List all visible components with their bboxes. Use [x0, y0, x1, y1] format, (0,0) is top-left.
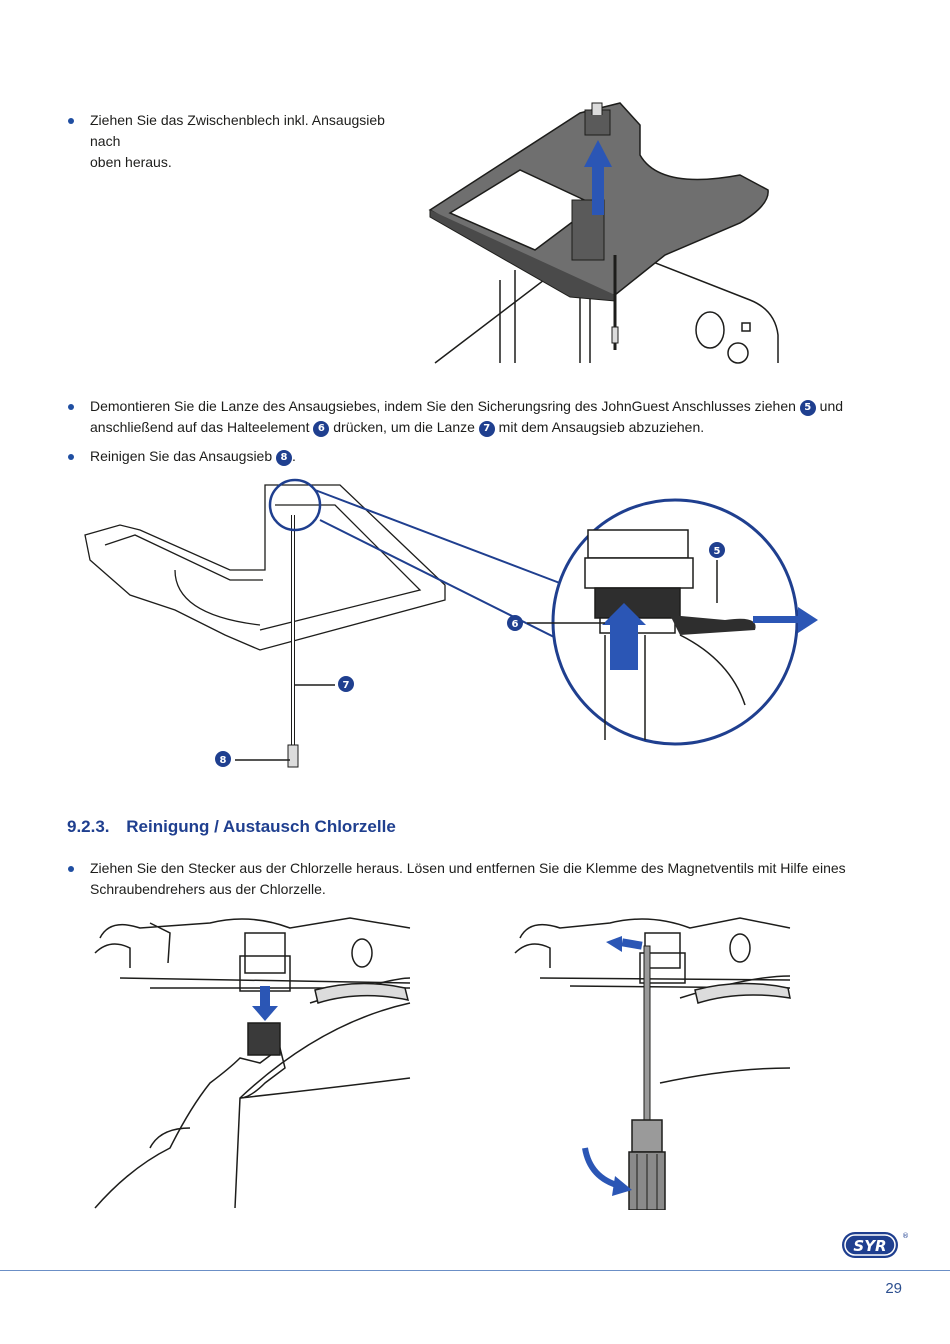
heading-number: 9.2.3. [67, 817, 110, 836]
text: . [292, 448, 296, 464]
figure-plate-removal [420, 95, 800, 365]
text: und [819, 398, 844, 414]
callout-badge: 7 [479, 421, 495, 437]
callout-label: 8 [219, 755, 227, 766]
registered-mark: ® [902, 1232, 909, 1240]
figure-lance-detail [80, 475, 840, 790]
text-line: Schraubendrehers aus der Chlorzelle. [90, 881, 326, 897]
logo-text: SYR [853, 1237, 887, 1255]
plug [248, 1023, 280, 1055]
callout-8 [215, 751, 231, 767]
text: drücken, um die Lanze [333, 419, 475, 435]
instruction-chlorine-cell [90, 858, 850, 900]
callout-6 [507, 615, 523, 631]
callout-label: 7 [342, 680, 350, 691]
instruction-remove-lance [90, 396, 850, 438]
section-heading [67, 817, 396, 837]
callout-5 [709, 542, 725, 558]
plate-outline [85, 485, 445, 650]
heading-title: Reinigung / Austausch Chlorzelle [126, 817, 396, 836]
instruction-clean-strainer [90, 446, 490, 467]
arrow-left-icon [606, 936, 643, 952]
rotate-arrow-icon [585, 1148, 632, 1196]
bullet-dot [68, 454, 74, 460]
bullet-dot [68, 404, 74, 410]
bullet-dot [68, 118, 74, 124]
callout-label: 5 [713, 546, 721, 557]
callout-7 [338, 676, 354, 692]
instruction-pull-plate [90, 110, 410, 173]
page-number: 29 [885, 1280, 902, 1297]
callout-label: 6 [511, 619, 519, 630]
bullet-dot [68, 866, 74, 872]
screwdriver [629, 946, 665, 1210]
callout-badge: 6 [313, 421, 329, 437]
text-line: Ziehen Sie den Stecker aus der Chlorzelle heraus. Lösen und entfernen Sie die Klemme des Magnetventils mit Hilfe eines [90, 860, 846, 876]
footer-divider [0, 1270, 950, 1271]
callout-badge: 8 [276, 450, 292, 466]
strainer [288, 745, 298, 767]
logo-badge [840, 1228, 910, 1262]
figure-pull-plug [90, 908, 412, 1210]
text: Reinigen Sie das Ansaugsieb [90, 448, 273, 464]
figure-screwdriver [510, 908, 792, 1210]
text-line: oben heraus. [90, 154, 172, 170]
arrow-down-icon [260, 986, 270, 1008]
callout-badge: 5 [800, 400, 816, 416]
text: anschließend auf das Halteelement [90, 419, 310, 435]
text-line: Ziehen Sie das Zwischenblech inkl. Ansaugsieb nach [90, 112, 385, 149]
arrow-pull-icon [753, 616, 798, 623]
text: mit dem Ansaugsieb abzuziehen. [498, 419, 705, 435]
zoom-detail [553, 500, 818, 744]
text: Demontieren Sie die Lanze des Ansaugsiebes, indem Sie den Sicherungsring des JohnGuest Anschlusses ziehen [90, 398, 796, 414]
arrow-push-icon [610, 620, 638, 670]
syr-logo [840, 1228, 910, 1267]
